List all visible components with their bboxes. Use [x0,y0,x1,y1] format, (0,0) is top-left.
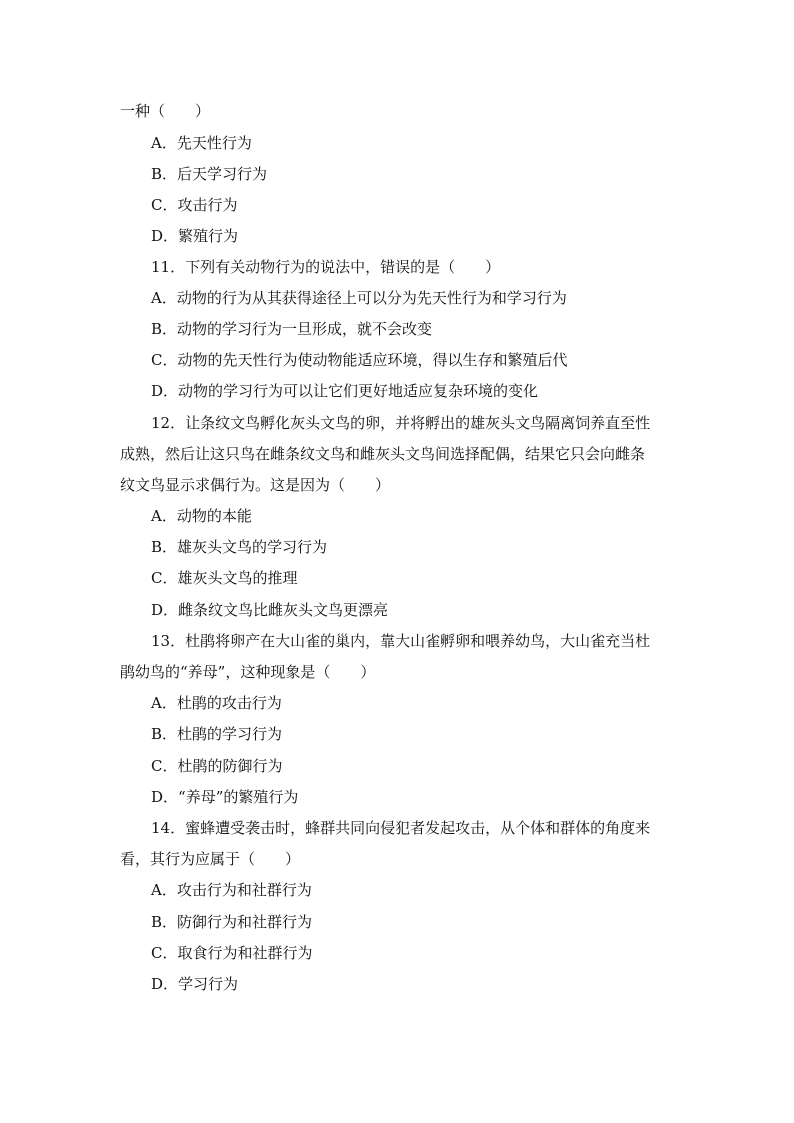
q11-option-b: B．动物的学习行为一旦形成，就不会改变 [151,320,433,338]
q10-option-c: C．攻击行为 [151,196,238,214]
q12-stem-line-2: 成熟，然后让这只鸟在雌条纹文鸟和雌灰头文鸟间选择配偶，结果它只会向雌条 [120,445,646,463]
q11-option-d: D．动物的学习行为可以让它们更好地适应复杂环境的变化 [151,382,539,400]
q10-option-b: B．后天学习行为 [151,165,268,183]
q13-stem-line-1: 13．杜鹃将卵产在大山雀的巢内，靠大山雀孵卵和喂养幼鸟，大山雀充当杜 [151,632,651,650]
q14-option-c: C．取食行为和社群行为 [151,944,313,962]
q12-option-a: A．动物的本能 [151,507,252,525]
q10-option-a: A．先天性行为 [151,134,252,152]
q12-option-b: B．雄灰头文鸟的学习行为 [151,538,328,556]
q12-option-c: C．雄灰头文鸟的推理 [151,569,298,587]
q13-option-d: D．“养母”的繁殖行为 [151,788,299,806]
q11-option-c: C．动物的先天性行为使动物能适应环境，得以生存和繁殖后代 [151,351,568,369]
q14-stem-line-2: 看，其行为应属于（ ） [120,850,301,868]
q14-option-b: B．防御行为和社群行为 [151,913,313,931]
q13-option-c: C．杜鹃的防御行为 [151,757,283,775]
q14-stem-line-1: 14．蜜蜂遭受袭击时，蜂群共同向侵犯者发起攻击，从个体和群体的角度来 [151,819,651,837]
q13-stem-line-2: 鹃幼鸟的“养母”，这种现象是（ ） [120,663,376,681]
q14-option-d: D．学习行为 [151,975,239,993]
q12-option-d: D．雌条纹文鸟比雌灰头文鸟更漂亮 [151,601,389,619]
q13-option-b: B．杜鹃的学习行为 [151,725,283,743]
q12-stem-line-3: 纹文鸟显示求偶行为。这是因为（ ） [120,476,391,494]
q14-option-a: A．攻击行为和社群行为 [151,881,312,899]
q13-option-a: A．杜鹃的攻击行为 [151,694,282,712]
q10-option-d: D．繁殖行为 [151,227,239,245]
q11-option-a: A．动物的行为从其获得途径上可以分为先天性行为和学习行为 [151,289,567,307]
q11-stem: 11．下列有关动物行为的说法中，错误的是（ ） [151,258,501,276]
q12-stem-line-1: 12．让条纹文鸟孵化灰头文鸟的卵，并将孵出的雄灰头文鸟隔离饲养直至性 [151,414,651,432]
q10-stem-tail: 一种（ ） [120,102,211,120]
